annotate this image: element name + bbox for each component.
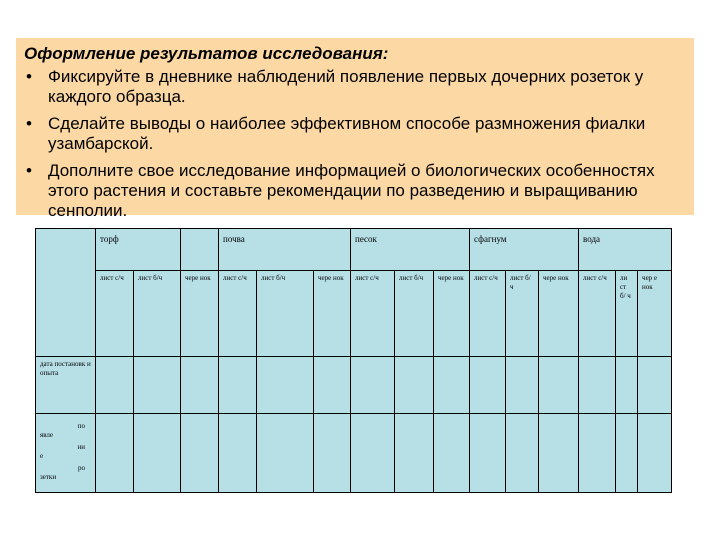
subheader-cell: чере нок [434, 271, 470, 357]
subheader-cell: лист б/ч [506, 271, 539, 357]
subheader-cell: ли ст б/ ч [616, 271, 638, 357]
data-cell [395, 357, 434, 414]
label-part: по [77, 422, 85, 430]
bullet-dot-icon: • [26, 161, 32, 180]
bullet-item [24, 67, 686, 107]
data-cell [434, 357, 470, 414]
corner-cell [36, 229, 96, 357]
data-cell [219, 357, 257, 414]
table-row [36, 357, 672, 414]
data-cell [616, 414, 638, 493]
subheader-cell: чере нок [314, 271, 351, 357]
data-cell [395, 414, 434, 493]
label-part: ро [78, 464, 85, 472]
data-cell [181, 414, 219, 493]
bullet-text: Сделайте выводы о наиболее эффективном способе размножения фиалки узамбарской. [48, 114, 646, 153]
data-cell [181, 357, 219, 414]
subheader-row [36, 271, 672, 357]
subheader-cell: лист б/ч [134, 271, 181, 357]
data-cell [351, 414, 395, 493]
label-part: явле [40, 431, 54, 439]
subheader-cell: лист б/ч [257, 271, 314, 357]
data-cell [257, 357, 314, 414]
group-header-sand: песок [351, 229, 470, 271]
subheader-cell: лист с/ч [579, 271, 616, 357]
data-cell [257, 414, 314, 493]
row-label-start-date: дата постановк и опыта [36, 357, 96, 414]
data-cell [351, 357, 395, 414]
group-header-row [36, 229, 672, 271]
subheader-cell: лист с/ч [351, 271, 395, 357]
data-cell [96, 414, 134, 493]
data-cell [539, 414, 579, 493]
data-cell [579, 414, 616, 493]
subheader-cell: лист с/ч [219, 271, 257, 357]
data-cell [134, 414, 181, 493]
data-cell [579, 357, 616, 414]
bullet-item [24, 114, 686, 154]
table-row [36, 414, 672, 493]
data-cell [434, 414, 470, 493]
instructions-heading: Оформление результатов исследования: [24, 44, 389, 63]
observation-table [35, 228, 672, 493]
data-cell [314, 357, 351, 414]
instructions-list [24, 67, 686, 221]
empty-cell [181, 229, 219, 271]
group-header-water: вода [579, 229, 672, 271]
label-part: е [40, 452, 44, 460]
bullet-dot-icon: • [26, 67, 32, 86]
data-cell [470, 357, 506, 414]
row-label-rosette-appearance [36, 414, 96, 493]
group-header-peat: торф [96, 229, 181, 271]
label-part: ни [77, 443, 85, 451]
subheader-cell: лист с/ч [96, 271, 134, 357]
bullet-text: Дополните свое исследование информацией о биологических особенностях этого растения и составьте рекомендации по разведению и выращиванию сенполии. [48, 161, 655, 220]
subheader-cell: чере нок [539, 271, 579, 357]
data-cell [638, 414, 672, 493]
data-cell [506, 357, 539, 414]
instructions-box [16, 38, 694, 220]
bullet-dot-icon: • [26, 114, 32, 133]
bullet-item [24, 161, 686, 221]
bullet-text: Фиксируйте в дневнике наблюдений появление первых дочерних розеток у каждого образца. [48, 67, 644, 106]
data-cell [96, 357, 134, 414]
subheader-cell: чер е нок [638, 271, 672, 357]
data-cell [616, 357, 638, 414]
data-cell [219, 414, 257, 493]
data-cell [314, 414, 351, 493]
group-header-soil: почва [219, 229, 351, 271]
data-cell [638, 357, 672, 414]
subheader-cell: чере нок [181, 271, 219, 357]
group-header-sphagnum: сфагнум [470, 229, 579, 271]
subheader-cell: лист б/ч [395, 271, 434, 357]
data-cell [134, 357, 181, 414]
subheader-cell: лист с/ч [470, 271, 506, 357]
label-part: зетки [40, 473, 57, 481]
data-cell [506, 414, 539, 493]
data-cell [539, 357, 579, 414]
data-cell [470, 414, 506, 493]
